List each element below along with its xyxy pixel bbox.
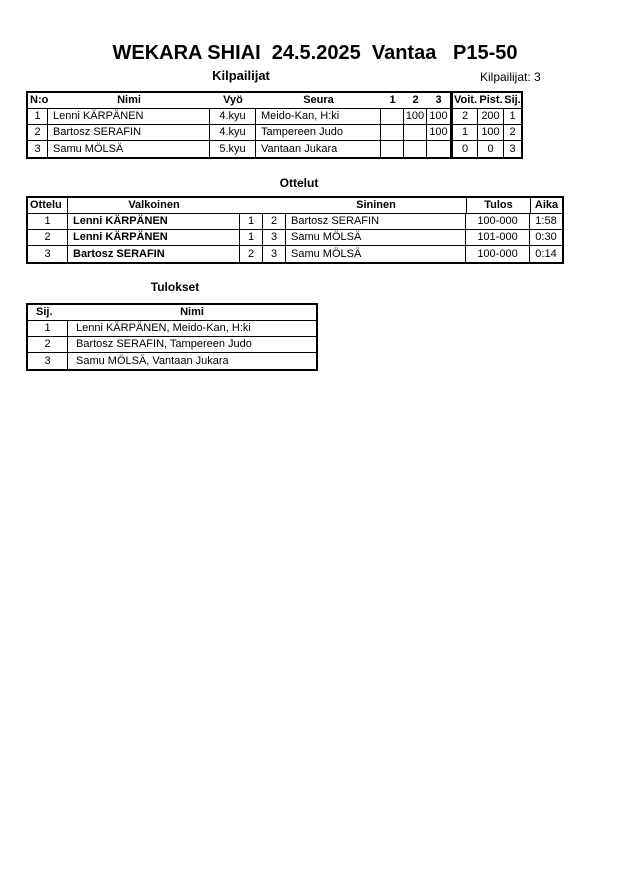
competitors-table	[26, 91, 523, 159]
cell-vyo: 4.kyu	[210, 125, 256, 140]
cell-place: 2	[28, 337, 68, 352]
result-row	[28, 337, 316, 353]
col-header-aika: Aika	[530, 198, 562, 213]
cell-pist: 0	[478, 141, 504, 157]
matches-table	[26, 196, 564, 264]
cell-p3: 100	[429, 110, 448, 122]
col-header-nimi: Nimi	[180, 306, 204, 318]
cell-white-num: 1	[240, 214, 263, 229]
cell-no: 2	[28, 125, 48, 140]
cell-p2: 100	[404, 109, 427, 124]
competitor-row	[28, 109, 521, 125]
cell-p1	[381, 125, 404, 140]
cell-match-no: 3	[28, 246, 68, 262]
col-header-pist: Pist.	[479, 94, 503, 106]
col-header-ottelu: Ottelu	[28, 198, 68, 213]
match-row	[28, 230, 562, 246]
cell-sininen: Samu MÖLSÄ	[286, 230, 466, 245]
cell-seura: Vantaan Jukara	[256, 141, 381, 157]
cell-sininen: Samu MÖLSÄ	[286, 246, 466, 262]
results-table	[26, 303, 318, 371]
cell-p1	[381, 109, 404, 124]
header-gap	[240, 198, 286, 213]
cell-no: 3	[28, 141, 48, 157]
cell-sij: 1	[509, 110, 516, 122]
col-header-sij: Sij.	[504, 94, 521, 106]
col-header-1: 1	[389, 94, 396, 106]
col-header-3: 3	[435, 94, 442, 106]
cell-nimi: Samu MÖLSÄ	[48, 141, 210, 157]
col-header-valkoinen: Valkoinen	[128, 199, 180, 211]
cell-blue-num: 3	[263, 230, 286, 245]
tulokset-heading: Tulokset	[150, 280, 200, 294]
cell-match-no: 1	[28, 214, 68, 229]
cell-sij: 2	[509, 126, 516, 138]
col-header-sij: Sij.	[36, 306, 53, 318]
competitors-header-row	[28, 93, 521, 109]
cell-sininen: Bartosz SERAFIN	[286, 214, 466, 229]
cell-nimi: Bartosz SERAFIN	[48, 125, 210, 140]
cell-blue-num: 3	[263, 246, 286, 262]
results-header-row	[28, 305, 316, 321]
cell-vyo: 5.kyu	[210, 141, 256, 157]
competitor-row	[28, 125, 521, 141]
cell-p2	[404, 141, 427, 157]
cell-pist: 200	[478, 109, 504, 124]
matches-header-row	[28, 198, 562, 214]
cell-valkoinen: Bartosz SERAFIN	[68, 246, 240, 262]
cell-name: Bartosz SERAFIN, Tampereen Judo	[76, 338, 252, 350]
cell-valkoinen: Lenni KÄRPÄNEN	[68, 214, 240, 229]
cell-pist: 100	[478, 125, 504, 140]
col-header-no: N:o	[30, 94, 48, 106]
cell-place: 1	[28, 321, 68, 336]
cell-aika: 0:14	[535, 247, 557, 260]
cell-white-num: 1	[240, 230, 263, 245]
cell-name: Samu MÖLSÄ, Vantaan Jukara	[76, 354, 229, 367]
cell-voit: 1	[450, 125, 478, 140]
cell-blue-num: 2	[263, 214, 286, 229]
cell-tulos: 101-000	[466, 230, 530, 245]
col-header-nimi: Nimi	[117, 94, 141, 106]
cell-voit: 0	[450, 141, 478, 157]
col-header-sininen: Sininen	[356, 199, 396, 211]
cell-p2	[404, 125, 427, 140]
cell-valkoinen: Lenni KÄRPÄNEN	[68, 230, 240, 245]
col-header-2: 2	[412, 94, 419, 106]
cell-match-no: 2	[28, 230, 68, 245]
cell-p1	[381, 141, 404, 157]
cell-aika: 0:30	[535, 231, 557, 243]
col-header-tulos: Tulos	[466, 198, 530, 213]
cell-no: 1	[28, 109, 48, 124]
col-header-vyo: Vyö	[223, 94, 243, 106]
ottelut-heading: Ottelut	[279, 176, 319, 190]
cell-aika: 1:58	[535, 215, 557, 227]
competitor-row	[28, 141, 521, 157]
competitor-count: Kilpailijat: 3	[480, 70, 541, 84]
cell-sij: 3	[509, 142, 516, 155]
cell-seura: Meido-Kan, H:ki	[256, 109, 381, 124]
cell-place: 3	[28, 353, 68, 369]
cell-p3: 100	[429, 126, 448, 138]
cell-p3	[427, 141, 450, 157]
result-row	[28, 321, 316, 337]
cell-seura: Tampereen Judo	[256, 125, 381, 140]
cell-white-num: 2	[240, 246, 263, 262]
cell-vyo: 4.kyu	[210, 109, 256, 124]
match-row	[28, 214, 562, 230]
cell-tulos: 100-000	[466, 214, 530, 229]
cell-name: Lenni KÄRPÄNEN, Meido-Kan, H:ki	[76, 322, 251, 334]
cell-voit: 2	[450, 109, 478, 124]
page-title: WEKARA SHIAI 24.5.2025 Vantaa P15-50	[112, 42, 518, 64]
match-row	[28, 246, 562, 262]
cell-tulos: 100-000	[466, 246, 530, 262]
col-header-seura: Seura	[303, 94, 334, 106]
kilpailijat-heading: Kilpailijat	[212, 68, 270, 83]
result-row	[28, 353, 316, 369]
col-header-voit: Voit.	[450, 93, 478, 108]
cell-nimi: Lenni KÄRPÄNEN	[48, 109, 210, 124]
